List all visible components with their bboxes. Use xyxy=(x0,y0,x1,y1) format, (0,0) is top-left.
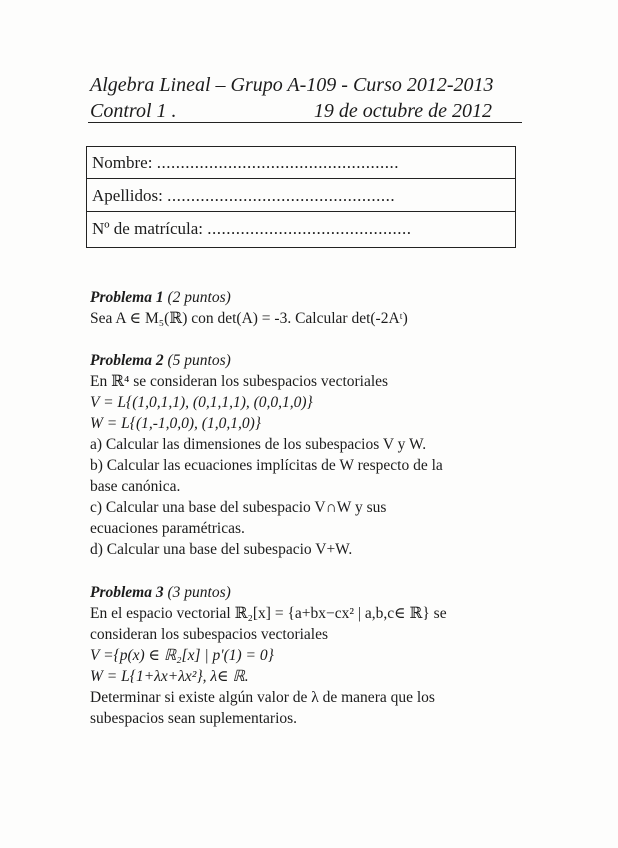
problem-3-line: subespacios sean suplementarios. xyxy=(90,710,298,727)
problem-1-heading xyxy=(90,287,530,308)
problem-2-title: Problema 2 xyxy=(90,352,164,369)
problem-1 xyxy=(90,287,530,329)
problem-1-line: Sea A ∈ M₅(ℝ) con det(A) = -3. Calcular det(-2Aᵗ) xyxy=(90,310,408,327)
control-label: Control 1 . xyxy=(90,100,177,122)
control-line xyxy=(90,98,522,124)
problem-2-line: V = L{(1,0,1,1), (0,1,1,1), (0,0,1,0)} xyxy=(90,394,313,411)
problem-3-line: W = L{1+λx+λx²}, λ∈ ℝ. xyxy=(90,668,249,685)
problem-3-points: (3 puntos) xyxy=(167,584,231,601)
problem-1-title: Problema 1 xyxy=(90,289,164,306)
apellidos-label: Apellidos: xyxy=(92,186,163,205)
nombre-label: Nombre: xyxy=(92,153,153,172)
problem-2-line: b) Calcular las ecuaciones implícitas de W respecto de la xyxy=(90,457,443,474)
problem-2-line: a) Calcular las dimensiones de los subespacios V y W. xyxy=(90,436,427,453)
nombre-row[interactable] xyxy=(87,147,515,179)
problem-3-line: V ={p(x) ∈ ℝ₂[x] | p'(1) = 0} xyxy=(90,647,274,664)
problem-3-line: Determinar si existe algún valor de λ de manera que los xyxy=(90,689,435,706)
problem-3 xyxy=(90,582,530,729)
problem-2-points: (5 puntos) xyxy=(167,352,231,369)
problem-2-line: d) Calcular una base del subespacio V+W. xyxy=(90,541,353,558)
problem-3-title: Problema 3 xyxy=(90,584,164,601)
apellidos-dots: ................................................ xyxy=(167,186,396,205)
problem-3-line: consideran los subespacios vectoriales xyxy=(90,626,329,643)
problem-2-line: W = L{(1,-1,0,0), (1,0,1,0)} xyxy=(90,415,261,432)
problem-3-line: En el espacio vectorial ℝ₂[x] = {a+bx−cx² | a,b,c∈ ℝ} se xyxy=(90,605,447,622)
matricula-row[interactable] xyxy=(87,213,515,245)
problem-2-line: c) Calcular una base del subespacio V∩W y sus xyxy=(90,499,387,516)
problem-3-heading xyxy=(90,582,530,603)
apellidos-row[interactable] xyxy=(87,180,515,212)
header-divider xyxy=(88,122,522,123)
exam-header xyxy=(90,72,522,124)
course-title: Algebra Lineal – Grupo A-109 - Curso 2012-2013 xyxy=(90,74,494,96)
problem-2-line: base canónica. xyxy=(90,478,181,495)
matricula-label: Nº de matrícula: xyxy=(92,219,204,238)
student-id-box xyxy=(86,146,516,248)
problem-2-heading xyxy=(90,350,530,371)
matricula-dots: ........................................... xyxy=(207,219,412,238)
exam-date: 19 de octubre de 2012 xyxy=(313,100,492,122)
nombre-dots: ................................................... xyxy=(156,153,399,172)
problem-1-points: (2 puntos) xyxy=(167,289,231,306)
problem-2 xyxy=(90,350,530,560)
problem-2-line: ecuaciones paramétricas. xyxy=(90,520,245,537)
problem-2-line: En ℝ⁴ se consideran los subespacios vectoriales xyxy=(90,373,389,390)
